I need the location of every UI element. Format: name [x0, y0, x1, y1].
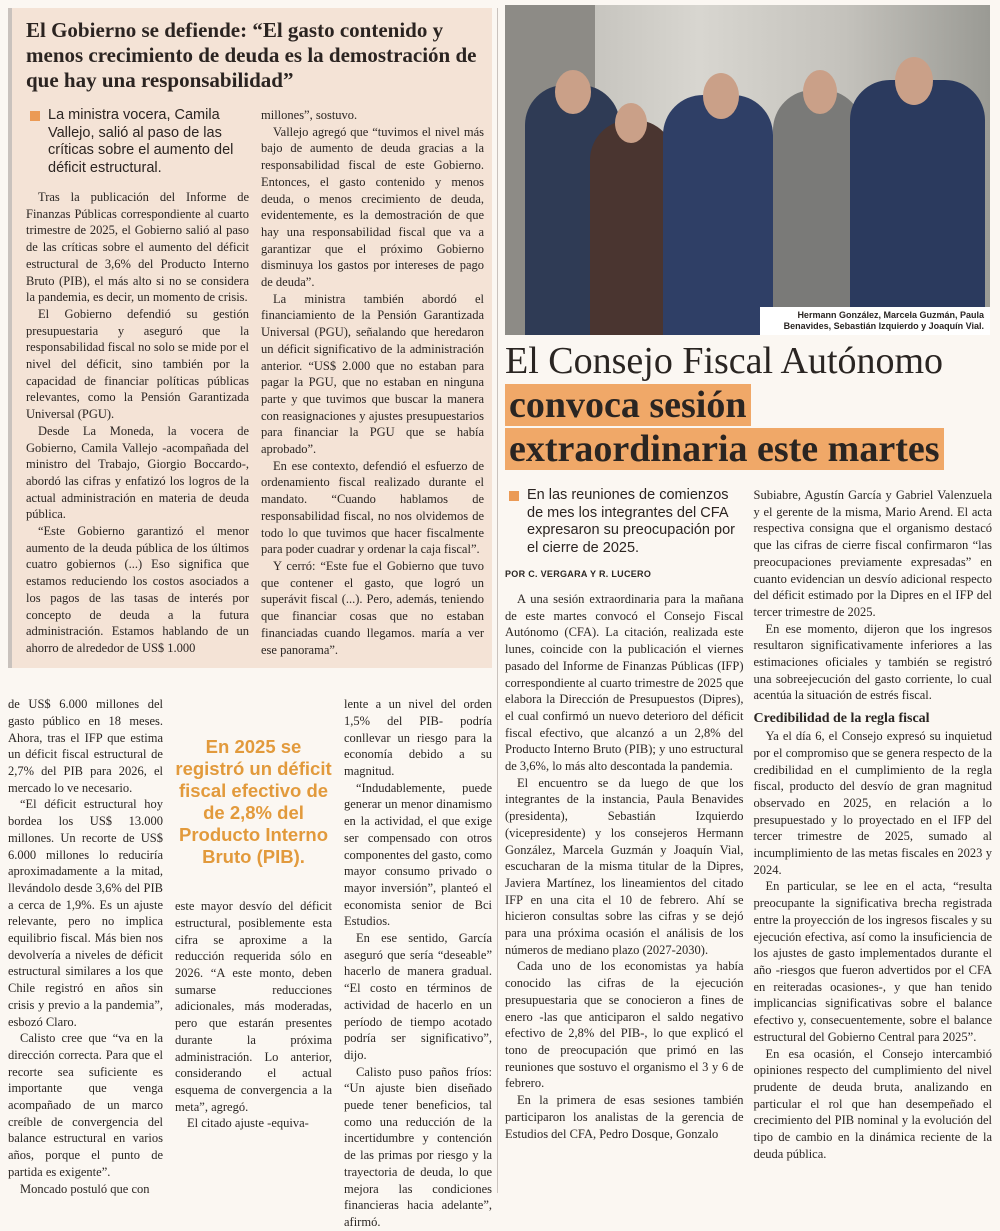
- paragraph: En esa ocasión, el Consejo intercambió opiniones respecto del cumplimiento del nivel prudente de deuda bruta, analizando en particular el rol que han desempeñado el crecimiento del PIB nominal y la evolución del tipo de cambio en la dinámica reciente de la deuda pública.: [753, 1046, 992, 1161]
- paragraph: Calisto cree que “va en la dirección correcta. Para que el recorte sea suficiente es importante que venga acompañado de un marco creíble de convergencia del balance estructural en varios años, porque el punto de partida es exigente”.: [8, 1031, 163, 1179]
- paragraph: A una sesión extraordinaria para la mañana de este martes convocó el Consejo Fiscal Autónomo (CFA). La citación, realizada este lunes, coincide con la publicación el viernes pasado del Informe de Finanzas Públicas (IFP) correspondiente al cuarto trimestre de 2025 que elabora la Dirección de Presupuestos (Dipres), el cual confirmó un nuevo deterioro del déficit fiscal efectivo, que alcanzó a un 2,8% del Producto Interno Bruto (PIB); y uno estructural de 3,6%, lo más alto descontada la pandemia.: [505, 592, 744, 774]
- column-a1-wrap: [26, 107, 249, 657]
- pull-quote: En 2025 se registró un déficit fiscal efectivo de de 2,8% del Producto Interno Bruto (PIB).: [175, 736, 332, 868]
- bullet-square-icon: [30, 111, 40, 121]
- paragraph: Calisto puso paños fríos: “Un ajuste bien diseñado puede tener beneficios, tal como una reducción de la incertidumbre y contención de las primas por riesgo y la trayectoria de deuda, lo que mejora las condiciones financieras hacia adelante”, afirmó.: [344, 1064, 492, 1229]
- headline-light: El Consejo Fiscal Autónomo: [505, 340, 944, 382]
- photo-cfa-members: [505, 5, 990, 335]
- person-head: [555, 70, 591, 114]
- paragraph: En ese contexto, defendió el esfuerzo de ordenamiento fiscal realizado durante el mandato. “Cuando hablamos de responsabilidad fiscal, no nos olvidemos de todo lo que tuvimos que hacer fiscalmente para poder cuadrar y ordenar la caja fiscal”.: [261, 458, 484, 557]
- right-page-column: [505, 5, 992, 1162]
- person-head: [895, 57, 933, 105]
- person-figure: [663, 95, 773, 335]
- paragraph: de US$ 6.000 millones del gasto público en 18 meses. Ahora, tras el IFP que estima un déficit fiscal estructural de 2,7% del PIB para 2026, el mercado lo ve necesario.: [8, 697, 163, 795]
- lede-government: [26, 107, 249, 177]
- paragraph: este mayor desvío del déficit estructural, posiblemente esta cifra se aproxime a la reducción requerida sólo en 2026. “A este monto, deben sumarse reducciones adicionales, más moderadas, pero que estarán presentes durante la próxima administración. Lo anterior, considerando el actual esquema de convergencia a la meta”, agregó.: [175, 899, 332, 1114]
- paragraph: El encuentro se da luego de que los integrantes de la instancia, Paula Benavides (presidenta), Sebastián Izquierdo (vicepresidente) y los consejeros Hermann González, Marcela Guzmán y Joaquín Vial, escucharan de la misma titular de la Dipres, Javiera Martínez, los lineamientos del citado IFP en una cita el 10 de febrero. Ahí se hicieron consultas sobre las cifras y se dejó para una próxima ocasión el análisis de los números de mediano plazo (2027-2030).: [505, 775, 744, 957]
- article-adjustment: [8, 696, 492, 1231]
- column-c1: [8, 696, 163, 1197]
- headline-government: El Gobierno se defiende: “El gasto contenido y menos crecimiento de deuda es la demostración de que hay una responsabilidad”: [26, 18, 477, 92]
- headline-highlight: convoca sesión extraordinaria este martes: [505, 384, 944, 470]
- photo-caption: Hermann González, Marcela Guzmán, Paula Benavides, Sebastián Izquierdo y Joaquín Vial.: [760, 307, 990, 335]
- byline: POR C. VERGARA Y R. LUCERO: [505, 569, 652, 579]
- paragraph: El citado ajuste -equiva-: [187, 1116, 309, 1131]
- paragraph: La ministra también abordó el financiamiento de la Pensión Garantizada Universal (PGU), señalando que heredaron un déficit significativo de la administración anterior. “US$ 2.000 que no estaban para pagar la PGU, que no estaban en ninguna parte y que tuvimos que buscar la manera con reasignaciones y ajustes presupuestarios para financiar la PGU que se había aprobado”.: [261, 291, 484, 457]
- paragraph: En ese sentido, García aseguró que sería “deseable” hacerlo de manera gradual. “El costo en términos de actividad de hacerlo en un período de tiempo acotado podría ser significativo”, dijo.: [344, 931, 492, 1062]
- bullet-square-icon: [509, 491, 519, 501]
- column-c2-wrap: [175, 696, 332, 1132]
- paragraph: Desde La Moneda, la vocera de Gobierno, Camila Vallejo -acompañada del ministro del Trabajo, Giorgio Boccardo-, abordó las cifras y enfatizó los logros de la actual administración en materia de deuda pública.: [26, 423, 249, 522]
- column-b1: [505, 591, 744, 1142]
- paragraph: Ya el día 6, el Consejo expresó su inquietud por el compromiso que se genera respecto de la credibilidad en el cumplimiento de la regla fiscal, producto del desvío de gran magnitud observado en 2025, en relación a lo presupuestado y lo proyectado en el IFP del tercer trimestre de 2025, sumado al incumplimiento de las metas fiscales en 2023 y 2024.: [753, 729, 992, 877]
- column-a2: [261, 107, 484, 658]
- lede-cfa: [505, 487, 744, 557]
- lede-text: La ministra vocera, Camila Vallejo, salió al paso de las críticas sobre el aumento del déficit estructural.: [48, 107, 234, 176]
- column-c2: [175, 898, 332, 1132]
- column-b2: [754, 487, 993, 1162]
- subheading: Credibilidad de la regla fiscal: [753, 711, 930, 727]
- paragraph: Subiabre, Agustín García y Gabriel Valenzuela y el gerente de la misma, Mario Arend. El acta respectiva consigna que el organismo destacó que las cifras de cierre fiscal confirmaron “las preocupaciones previamente expresadas” en cuanto evidencian un desvío adicional respecto del déficit estimado por la Dipres en el IFP del tercer trimestre de 2025.: [753, 488, 992, 619]
- lede-text: En las reuniones de comienzos de mes los integrantes del CFA expresaron su preocupación por el cierre de 2025.: [527, 487, 735, 556]
- paragraph: lente a un nivel del orden 1,5% del PIB- podría conllevar un riesgo para la economía debido a su magnitud.: [344, 697, 492, 779]
- column-b1-wrap: [505, 487, 744, 1142]
- paragraph: “Indudablemente, puede generar un menor dinamismo en la actividad, el que exige ser compensado con otros componentes del gasto, como mayor consumo privado o mayor inversión”, planteó el economista senior de Bci Estudios.: [344, 780, 492, 929]
- paragraph: Tras la publicación del Informe de Finanzas Públicas correspondiente al cuarto trimestre de 2025, el Gobierno salió al paso de las críticas sobre el aumento del déficit estructural de 3,6% del Producto Interno Bruto (PIB), el más alto si no se considera la pandemia, es decir, un momento de crisis.: [26, 190, 249, 305]
- column-a1: [26, 189, 249, 657]
- paragraph: “Este Gobierno garantizó el menor aumento de la deuda pública de los últimos cuatro gobiernos (...) Eso significa que estamos reduciendo los costos asociados a los pagos de las tasas de interés por concepto de deuda a la futura administración. Estamos hablando de un ahorro de alrededor de US$ 1.000: [26, 524, 249, 655]
- column-divider: [497, 8, 498, 1193]
- column-c3: [344, 696, 492, 1231]
- article-box-government: [8, 8, 492, 668]
- paragraph: Moncado postuló que con: [20, 1181, 150, 1196]
- person-figure: [850, 80, 985, 335]
- paragraph: En ese momento, dijeron que los ingresos resultaron significativamente inferiores a las estimaciones oficiales y también se registró una sobreejecución del gasto corriente, lo cual acentúa la situación de estrés fiscal.: [753, 621, 992, 703]
- person-head: [803, 70, 837, 114]
- paragraph: En la primera de esas sesiones también participaron los analistas de la gerencia de Estudios del CFA, Pedro Dosque, Gonzalo: [505, 1093, 744, 1141]
- person-head: [615, 103, 647, 143]
- left-page-column: [8, 8, 492, 1231]
- article-cfa-body: [505, 487, 992, 1162]
- paragraph: Cada uno de los economistas ya había conocido las cifras de la ejecución presupuestaria que se conocieron a fines de enero -las que anticiparon el saldo negativo efectivo de 2,8% del PIB-, lo que explicó el tono de preocupación que primó en las reuniones que sostuvo el organismo el 3 y 6 de febrero.: [505, 959, 744, 1091]
- paragraph: El Gobierno defendió su gestión presupuestaria y aseguró que la responsabilidad fiscal no solo se mide por el nivel del déficit, sino también por la capacidad de financiar políticas públicas relevantes, como la Pensión Garantizada Universal (PGU).: [26, 306, 249, 422]
- paragraph: Vallejo agregó que “tuvimos el nivel más bajo de aumento de deuda gracias a la responsabilidad fiscal de este Gobierno. Entonces, el gasto contenido y menos deuda, o menos crecimiento de deuda, evidentemente, es la demostración de que hay una responsabilidad fiscal que va a garantizar que el próximo Gobierno disminuya los gastos por intereses de pago de deuda”.: [261, 124, 484, 290]
- paragraph: En particular, se lee en el acta, “resulta preocupante la significativa brecha registrada entre la proyección de los ingresos fiscales y su ejecución efectiva, así como la insuficiencia de los ajustes de gasto implementados durante el año -riesgos que fueron advertidos por el CFA en reiteradas ocasiones-, y que han tenido implicancias significativas sobre el balance efectivo y, consecuentemente, sobre el balance estructural del Gobierno Central para 2025”.: [753, 879, 992, 1044]
- article-government-body: [26, 107, 484, 658]
- person-head: [703, 73, 739, 119]
- paragraph: Y cerró: “Este fue el Gobierno que tuvo que contener el gasto, que logró un superávit fiscal (...). Pero, además, teniendo que financiar cosas que no estaban financiadas cuando llegamos. maría a ver ese panorama”.: [261, 558, 484, 657]
- paragraph: millones”, sostuvo.: [261, 108, 358, 122]
- paragraph: “El déficit estructural hoy bordea los US$ 13.000 millones. Un recorte de US$ 6.000 millones lo reduciría aproximadamente a la mitad, llevándolo desde 3,6% del PIB a cerca de 1,9%. Es un ajuste relevante, pero no implica equilibrio fiscal. Más bien nos devolvería a niveles de déficit estructural similares a los que Chile registró en años sin crisis y previo a la pandemia”, esbozó Claro.: [8, 797, 163, 1029]
- headline-cfa: [505, 339, 992, 471]
